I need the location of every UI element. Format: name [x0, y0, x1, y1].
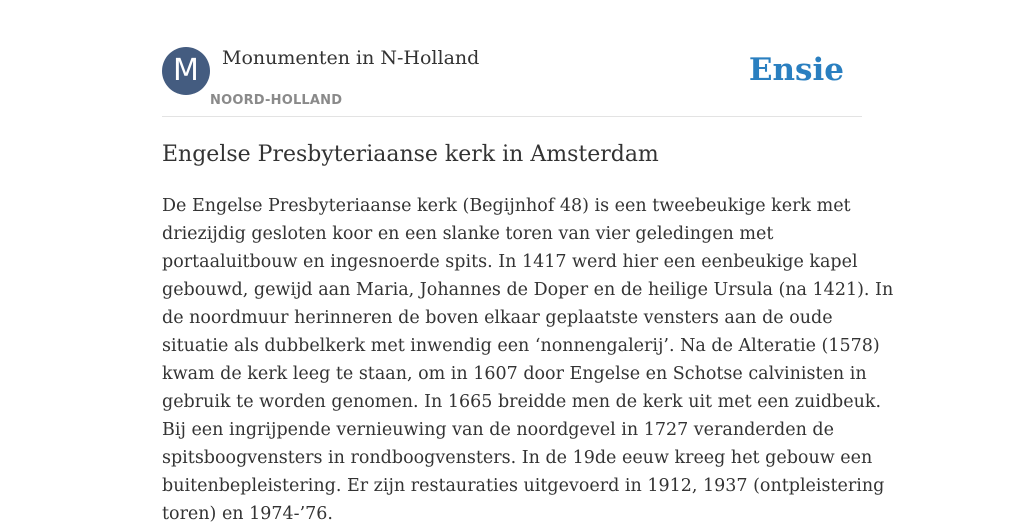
article-text-line: kwam de kerk leeg te staan, om in 1607 door Engelse en Schotse calvinisten in — [162, 364, 867, 384]
article-body — [162, 192, 894, 528]
brand-logo[interactable]: Ensie — [748, 52, 844, 88]
article-text-line: toren) en 1974-’76. — [162, 504, 333, 524]
source-title[interactable]: Monumenten in N-Holland — [222, 47, 480, 69]
article-text-line: buitenbepleistering. Er zijn restauraties uitgevoerd in 1912, 1937 (ontpleistering — [162, 476, 885, 496]
article-text-line: driezijdig gesloten koor en een slanke toren van vier geledingen met — [162, 224, 774, 244]
article-text-line: spitsboogvensters in rondboogvensters. In de 19de eeuw kreeg het gebouw een — [162, 448, 873, 468]
article-text-line: De Engelse Presbyteriaanse kerk (Begijnhof 48) is een tweebeukige kerk met — [162, 196, 851, 216]
article-text-line: situatie als dubbelkerk met inwendig een ‘nonnengalerij’. Na de Alteratie (1578) — [162, 336, 880, 356]
article-text-line: gebruik te worden genomen. In 1665 breidde men de kerk uit met een zuidbeuk. — [162, 392, 882, 412]
article-text-line: gebouwd, gewijd aan Maria, Johannes de Doper en de heilige Ursula (na 1421). In — [162, 280, 894, 300]
article-text-line: portaaluitbouw en ingesnoerde spits. In 1417 werd hier een eenbeukige kapel — [162, 252, 858, 272]
article-text-line: de noordmuur herinneren de boven elkaar geplaatste vensters aan de oude — [162, 308, 833, 328]
article-title: Engelse Presbyteriaanse kerk in Amsterdam — [162, 142, 659, 167]
avatar[interactable]: M — [162, 47, 210, 95]
category-label[interactable]: NOORD-HOLLAND — [210, 93, 343, 108]
article-text-line: Bij een ingrijpende vernieuwing van de noordgevel in 1727 veranderden de — [162, 420, 834, 440]
source-header — [162, 46, 862, 117]
